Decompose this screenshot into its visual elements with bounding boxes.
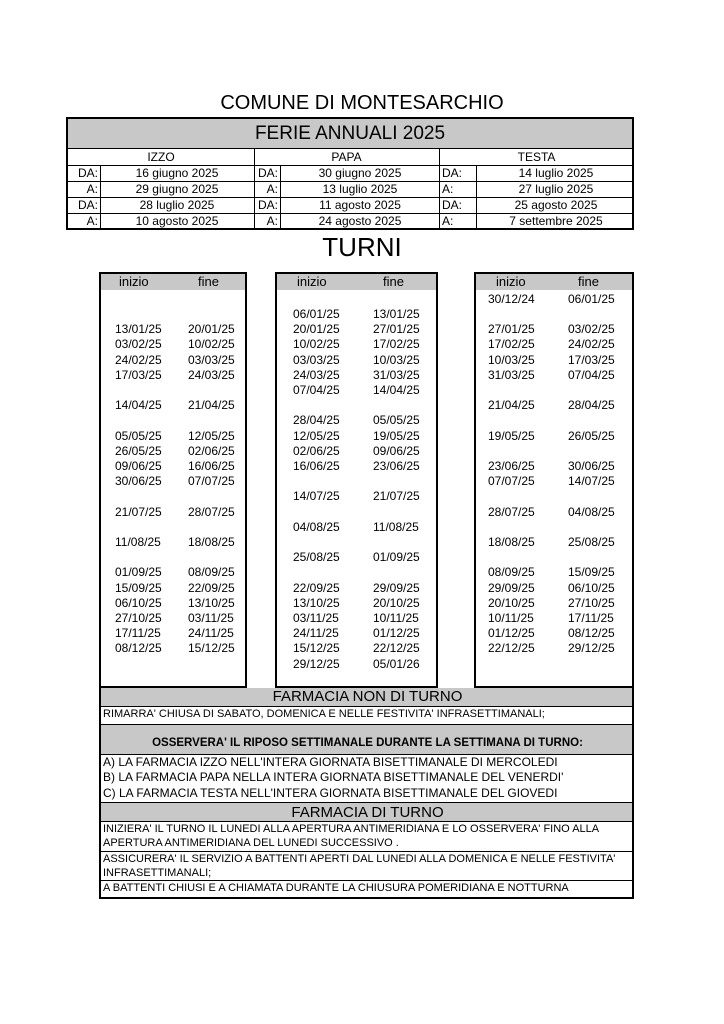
- turno-end-date: 08/09/25: [188, 565, 235, 580]
- turno-row: [476, 505, 632, 520]
- turno-row: [101, 398, 245, 413]
- turno-start-date: 13/01/25: [115, 322, 162, 337]
- turno-start-date: 05/05/25: [115, 428, 162, 443]
- turno-row: [277, 581, 436, 596]
- ferie-date: 13 luglio 2025: [322, 182, 398, 196]
- turno-start-date: 31/03/25: [488, 367, 535, 382]
- turno-end-date: 31/03/25: [373, 367, 420, 382]
- turno-start-date: 24/11/25: [293, 626, 339, 641]
- ferie-date: 28 luglio 2025: [139, 198, 215, 212]
- turno-start-date: 10/03/25: [488, 352, 535, 367]
- turno-start-date: 10/02/25: [293, 337, 340, 352]
- turno-row: [476, 398, 632, 413]
- turno-end-date: 05/05/25: [373, 413, 420, 428]
- turno-start-date: 24/03/25: [293, 367, 340, 382]
- ferie-table: [66, 117, 634, 230]
- riposo-testa: C) LA FARMACIA TESTA NELL'INTERA GIORNATA BISETTIMANALE DEL GIOVEDI: [103, 786, 558, 800]
- turno-row: [101, 626, 245, 641]
- turno-row: [101, 474, 245, 489]
- ferie-label: DA:: [442, 166, 463, 180]
- turni-column-3: [474, 272, 634, 688]
- turno-row: [101, 596, 245, 611]
- turno-end-date: 13/10/25: [188, 595, 235, 610]
- di-turno-line-2: APERTURA ANTIMERIDIANA DEL LUNEDI SUCCESSIVO .: [103, 837, 399, 849]
- turno-end-date: 10/03/25: [373, 352, 420, 367]
- turno-end-date: 29/12/25: [568, 641, 615, 656]
- turno-start-date: 28/04/25: [293, 413, 340, 428]
- turno-row: [476, 641, 632, 656]
- turno-row: [277, 413, 436, 428]
- turno-row: [476, 368, 632, 383]
- turno-start-date: 13/10/25: [293, 595, 340, 610]
- turno-end-date: 23/06/25: [373, 459, 420, 473]
- turno-row: [277, 459, 436, 474]
- turno-end-date: 20/01/25: [188, 322, 235, 337]
- ferie-pharmacy-izzo: IZZO: [147, 150, 175, 164]
- turno-row: [476, 429, 632, 444]
- turno-row: [101, 444, 245, 459]
- turno-start-date: 15/12/25: [293, 641, 340, 656]
- riposo-papa: B) LA FARMACIA PAPA NELLA INTERA GIORNATA BISETTIMANALE DEL VENERDI': [103, 770, 564, 784]
- turno-end-date: 22/09/25: [188, 580, 235, 595]
- turno-start-date: 19/05/25: [488, 428, 535, 443]
- turno-end-date: 17/03/25: [568, 352, 615, 367]
- ferie-row: [68, 165, 632, 181]
- turno-end-date: 22/12/25: [373, 641, 420, 656]
- turno-start-date: 28/07/25: [488, 504, 535, 519]
- turno-end-date: 07/04/25: [568, 367, 615, 382]
- turno-row: [277, 444, 436, 459]
- turno-end-date: 07/07/25: [188, 474, 235, 489]
- turno-row: [476, 581, 632, 596]
- page-title: COMUNE DI MONTESARCHIO: [220, 92, 504, 114]
- col-start-header: inizio: [119, 274, 149, 289]
- turno-row: [101, 535, 245, 550]
- turno-end-date: 01/12/25: [373, 626, 420, 641]
- riposo-izzo: A) LA FARMACIA IZZO NELL'INTERA GIORNATA BISETTIMANALE DI MERCOLEDI: [101, 754, 632, 770]
- turno-start-date: 18/08/25: [488, 535, 535, 549]
- turno-row: [476, 337, 632, 352]
- turno-end-date: 24/03/25: [188, 367, 235, 382]
- ferie-pharmacy-papa: PAPA: [331, 150, 362, 164]
- turno-end-date: 21/07/25: [373, 489, 420, 504]
- ferie-heading: FERIE ANNUALI 2025: [68, 119, 632, 149]
- di-turno-line-1: INIZIERA' IL TURNO IL LUNEDI ALLA APERTURA ANTIMERIDIANA E LO OSSERVERA' FINO ALLA: [101, 821, 632, 836]
- ferie-label: DA:: [442, 198, 463, 212]
- turno-row: [476, 292, 632, 307]
- turno-row: [277, 596, 436, 611]
- turno-start-date: 27/01/25: [488, 322, 535, 337]
- turno-start-date: 22/09/25: [293, 580, 340, 595]
- ferie-label: DA:: [77, 198, 98, 212]
- turno-end-date: 10/02/25: [188, 337, 235, 352]
- turno-end-date: 06/10/25: [568, 580, 615, 595]
- ferie-label: A:: [266, 182, 278, 196]
- turno-start-date: 03/03/25: [293, 352, 340, 367]
- turno-start-date: 09/06/25: [115, 459, 162, 473]
- turno-start-date: 06/01/25: [293, 307, 340, 321]
- di-turno-line-3: ASSICURERA' IL SERVIZIO A BATTENTI APERTI DAL LUNEDI ALLA DOMENICA E NELLE FESTIVITA': [101, 851, 632, 866]
- turno-row: [277, 520, 436, 535]
- turno-start-date: 27/10/25: [115, 611, 162, 625]
- turno-end-date: 27/10/25: [568, 595, 615, 610]
- col-start-header: inizio: [496, 274, 526, 289]
- turno-start-date: 12/05/25: [293, 428, 340, 443]
- turno-row: [101, 353, 245, 368]
- turno-start-date: 07/07/25: [488, 474, 535, 489]
- turno-end-date: 30/06/25: [568, 459, 615, 473]
- ferie-label: DA:: [257, 166, 278, 180]
- ferie-date: 25 agosto 2025: [514, 198, 598, 212]
- turno-end-date: 25/08/25: [568, 535, 615, 549]
- non-turno-heading: FARMACIA NON DI TURNO: [101, 688, 632, 706]
- turno-start-date: 03/02/25: [115, 337, 162, 352]
- turni-column-1: [99, 272, 247, 688]
- turno-row: [277, 657, 436, 672]
- turno-start-date: 06/10/25: [115, 595, 162, 610]
- turno-start-date: 17/02/25: [488, 337, 535, 352]
- turno-row: [101, 368, 245, 383]
- turno-end-date: 29/09/25: [373, 580, 420, 595]
- turno-row: [277, 368, 436, 383]
- turno-end-date: 17/11/25: [568, 611, 614, 625]
- turno-end-date: 28/04/25: [568, 398, 615, 413]
- ferie-date: 27 luglio 2025: [518, 182, 594, 196]
- ferie-row: [68, 197, 632, 213]
- ferie-date: 11 agosto 2025: [319, 198, 401, 212]
- ferie-date: 7 settembre 2025: [509, 214, 603, 228]
- turno-start-date: 20/01/25: [293, 322, 340, 337]
- turno-start-date: 01/12/25: [488, 626, 535, 641]
- ferie-date: 24 agosto 2025: [318, 214, 402, 228]
- turno-end-date: 15/12/25: [188, 641, 235, 656]
- turno-end-date: 05/01/26: [373, 656, 420, 671]
- turno-end-date: 01/09/25: [373, 550, 420, 565]
- turno-row: [277, 641, 436, 656]
- col-end-header: fine: [198, 274, 219, 289]
- turno-start-date: 03/11/25: [293, 611, 339, 625]
- turno-end-date: 24/11/25: [188, 626, 234, 641]
- non-turno-text: RIMARRA' CHIUSA DI SABATO, DOMENICA E NELLE FESTIVITA' INFRASETTIMANALI;: [101, 706, 632, 724]
- ferie-date: 10 agosto 2025: [135, 214, 219, 228]
- ferie-label: A:: [442, 182, 454, 196]
- turno-row: [101, 641, 245, 656]
- turno-start-date: 30/12/24: [488, 291, 535, 306]
- ferie-label: A:: [86, 182, 98, 196]
- turno-start-date: 20/10/25: [488, 595, 535, 610]
- ferie-label: A:: [442, 214, 454, 228]
- turno-start-date: 04/08/25: [293, 519, 340, 534]
- turno-start-date: 15/09/25: [115, 580, 162, 595]
- turno-row: [277, 429, 436, 444]
- turno-row: [476, 535, 632, 550]
- turno-row: [101, 581, 245, 596]
- turno-end-date: 11/08/25: [373, 519, 419, 534]
- turno-start-date: 02/06/25: [293, 443, 340, 458]
- turno-start-date: 14/07/25: [293, 489, 340, 504]
- turno-row: [277, 383, 436, 398]
- turno-row: [101, 611, 245, 626]
- turno-end-date: 14/04/25: [373, 383, 420, 397]
- turno-start-date: 29/12/25: [293, 656, 340, 671]
- turno-start-date: 23/06/25: [488, 459, 535, 473]
- di-turno-line-4: INFRASETTIMANALI;: [103, 867, 212, 879]
- turno-start-date: 29/09/25: [488, 580, 535, 595]
- turno-row: [277, 322, 436, 337]
- turno-row: [101, 459, 245, 474]
- ferie-row: [68, 213, 632, 229]
- turno-row: [476, 565, 632, 580]
- turno-row: [476, 353, 632, 368]
- turno-start-date: 11/08/25: [115, 535, 161, 549]
- turno-start-date: 16/06/25: [293, 459, 340, 473]
- turno-end-date: 10/11/25: [373, 611, 419, 625]
- turno-end-date: 14/07/25: [568, 474, 615, 489]
- turno-end-date: 27/01/25: [373, 322, 420, 337]
- turno-end-date: 03/02/25: [568, 322, 615, 337]
- ferie-date: 29 giugno 2025: [135, 182, 219, 196]
- turno-row: [476, 626, 632, 641]
- turno-row: [476, 474, 632, 489]
- col-start-header: inizio: [297, 274, 327, 289]
- ferie-label: DA:: [257, 198, 278, 212]
- turno-row: [277, 337, 436, 352]
- turno-start-date: 08/12/25: [115, 641, 162, 656]
- turno-end-date: 28/07/25: [188, 504, 235, 519]
- turno-end-date: 26/05/25: [568, 428, 615, 443]
- turno-row: [277, 489, 436, 504]
- turno-end-date: 15/09/25: [568, 565, 615, 580]
- turno-row: [277, 307, 436, 322]
- turno-row: [476, 611, 632, 626]
- notes-section: [99, 688, 634, 899]
- turno-row: [277, 353, 436, 368]
- col-end-header: fine: [578, 274, 599, 289]
- turni-column-2: [275, 272, 438, 688]
- turno-row: [476, 459, 632, 474]
- turno-start-date: 25/08/25: [293, 550, 340, 565]
- turno-row: [476, 596, 632, 611]
- turno-start-date: 17/11/25: [115, 626, 161, 641]
- riposo-heading: OSSERVERA' IL RIPOSO SETTIMANALE DURANTE LA SETTIMANA DI TURNO:: [101, 724, 632, 754]
- turno-end-date: 06/01/25: [568, 291, 615, 306]
- ferie-row: [68, 181, 632, 197]
- turno-start-date: 21/04/25: [488, 398, 535, 413]
- turno-end-date: 09/06/25: [373, 443, 420, 458]
- turno-start-date: 24/02/25: [115, 352, 162, 367]
- turno-row: [277, 626, 436, 641]
- turno-end-date: 03/03/25: [188, 352, 235, 367]
- turno-row: [277, 611, 436, 626]
- turno-end-date: 08/12/25: [568, 626, 615, 641]
- ferie-label: A:: [266, 214, 278, 228]
- turno-start-date: 08/09/25: [488, 565, 535, 580]
- turno-start-date: 21/07/25: [115, 504, 162, 519]
- turno-end-date: 12/05/25: [188, 428, 235, 443]
- turno-start-date: 01/09/25: [115, 565, 162, 580]
- turno-row: [101, 322, 245, 337]
- turno-end-date: 02/06/25: [188, 443, 235, 458]
- turno-row: [101, 505, 245, 520]
- ferie-label: A:: [86, 214, 98, 228]
- turno-start-date: 30/06/25: [115, 474, 162, 489]
- turno-end-date: 04/08/25: [568, 504, 615, 519]
- ferie-date: 30 giugno 2025: [318, 166, 402, 180]
- turno-end-date: 18/08/25: [188, 535, 235, 549]
- turno-start-date: 26/05/25: [115, 443, 162, 458]
- turno-end-date: 19/05/25: [373, 428, 420, 443]
- turno-end-date: 20/10/25: [373, 595, 420, 610]
- col-end-header: fine: [383, 274, 404, 289]
- turno-row: [476, 322, 632, 337]
- di-turno-line-5: A BATTENTI CHIUSI E A CHIAMATA DURANTE LA CHIUSURA POMERIDIANA E NOTTURNA: [101, 880, 632, 897]
- turno-end-date: 21/04/25: [188, 398, 235, 413]
- turno-end-date: 03/11/25: [188, 611, 234, 625]
- turno-end-date: 24/02/25: [568, 337, 615, 352]
- turno-end-date: 13/01/25: [373, 307, 420, 321]
- turno-row: [101, 429, 245, 444]
- di-turno-heading: FARMACIA DI TURNO: [101, 802, 632, 821]
- turno-row: [277, 550, 436, 565]
- ferie-date: 14 luglio 2025: [518, 166, 594, 180]
- turno-row: [101, 337, 245, 352]
- turno-start-date: 10/11/25: [488, 611, 534, 625]
- turno-end-date: 16/06/25: [188, 459, 235, 473]
- ferie-label: DA:: [77, 166, 98, 180]
- turno-start-date: 14/04/25: [115, 398, 162, 413]
- turni-title: TURNI: [322, 232, 402, 262]
- turno-end-date: 17/02/25: [373, 337, 420, 352]
- turno-row: [101, 565, 245, 580]
- turno-start-date: 07/04/25: [293, 383, 340, 397]
- turno-start-date: 17/03/25: [115, 367, 162, 382]
- ferie-date: 16 giugno 2025: [135, 166, 219, 180]
- ferie-pharmacy-testa: TESTA: [517, 150, 556, 164]
- turno-start-date: 22/12/25: [488, 641, 535, 656]
